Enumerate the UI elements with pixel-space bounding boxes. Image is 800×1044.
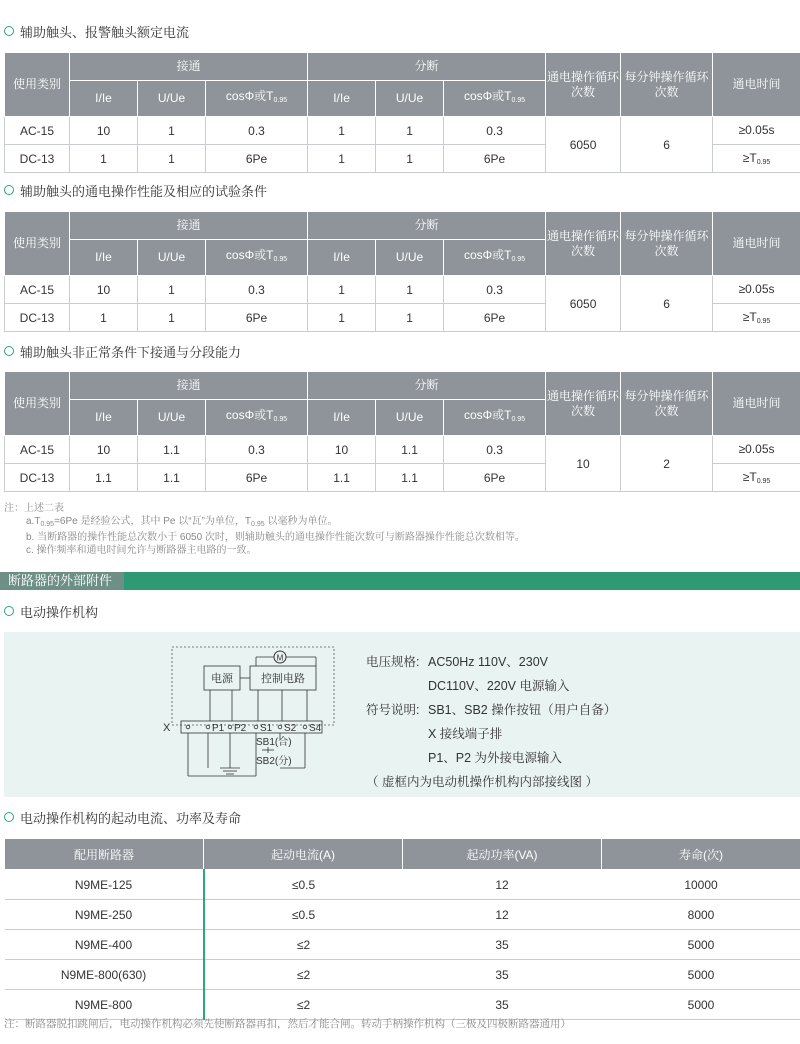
cell-category: AC-15 — [5, 436, 70, 464]
cell-breaker: N9ME-125 — [5, 870, 204, 900]
legend-row: X 接线端子排 — [428, 727, 503, 741]
cell-cycles: 6050 — [546, 117, 621, 173]
header-start-current: 起动电流(A) — [204, 839, 403, 870]
table-row — [5, 990, 800, 1020]
cell-life: 10000 — [602, 870, 800, 900]
note-title: 注：上述二表 — [4, 503, 64, 514]
cell-breaker: N9ME-250 — [5, 900, 204, 930]
cell-make-ue: 1 — [138, 276, 206, 304]
header-life: 寿命(次) — [602, 839, 800, 870]
cell-make-ue: 1 — [138, 117, 206, 145]
power-label: 电源 — [211, 673, 233, 685]
cell-make-ie: 1 — [70, 304, 138, 332]
cell-start-power: 35 — [403, 960, 602, 990]
cell-break-ie: 1 — [308, 117, 376, 145]
section-title-text: 辅助触头的通电操作性能及相应的试验条件 — [20, 183, 268, 199]
cell-make-ue: 1.1 — [138, 436, 206, 464]
table-row — [5, 870, 800, 900]
terminal-x-label: X — [163, 722, 171, 734]
header-cycles: 通电操作循环次数 — [546, 53, 621, 117]
motor-label: M — [276, 653, 284, 663]
terminal-strip — [181, 721, 322, 733]
table-notes — [4, 502, 525, 557]
cell-make-ie: 10 — [70, 117, 138, 145]
header-category: 使用类别 — [5, 53, 70, 117]
header-ue: U/Ue — [138, 81, 206, 117]
cell-break-cos: 0.3 — [444, 117, 546, 145]
cell-break-ue: 1 — [376, 276, 444, 304]
cell-make-ue: 1.1 — [138, 464, 206, 492]
table-row — [5, 117, 800, 145]
note-a: $a.T_{0.95}=6Pe$ 是经验公式，其中 Pe 以“瓦”为单位，$T_{0.95}$ 以毫秒为单位。 — [26, 516, 338, 528]
cell-on-time: $\ge T_{0.95}$ — [713, 464, 800, 492]
cell-make-cos: 0.3 — [206, 436, 308, 464]
cell-on-time: ≥0.05s — [713, 436, 800, 464]
legend-symbol-row: 符号说明: SB1、SB2 操作按钮（用户自备） — [366, 703, 617, 717]
cell-break-ue: 1 — [376, 304, 444, 332]
header-ie: I/Ie — [70, 240, 138, 276]
cell-per-minute: 6 — [621, 117, 713, 173]
table-row — [5, 930, 800, 960]
section-title-motor-table — [4, 807, 241, 827]
external-accessories-title: 断路器的外部附件 — [0, 572, 124, 590]
circle-bullet-icon — [4, 185, 14, 195]
cell-make-cos: 0.3 — [206, 276, 308, 304]
cell-on-time: ≥0.05s — [713, 276, 800, 304]
cell-break-ie: 10 — [308, 436, 376, 464]
header-ie: I/Ie — [308, 81, 376, 117]
cell-breaker: N9ME-400 — [5, 930, 204, 960]
legend-row: DC110V、220V 电源输入 — [428, 679, 570, 693]
header-cos: cosΦ或$T_{0.95}$ — [206, 400, 308, 436]
table-row — [5, 276, 800, 304]
legend-row: P1、P2 为外接电源输入 — [428, 751, 563, 765]
cell-cycles: 10 — [546, 436, 621, 492]
section-title-motor — [4, 601, 98, 621]
rated-current-table — [4, 52, 800, 173]
legend-row: （ 虚框内为电动机操作机构内部接线图 ） — [366, 775, 598, 789]
section-title-text: 辅助触头、报警触头额定电流 — [20, 24, 190, 40]
cell-life: 8000 — [602, 900, 800, 930]
cell-breaker: N9ME-800 — [5, 990, 204, 1020]
terminal-s4: S4 — [309, 723, 322, 734]
cell-life: 5000 — [602, 930, 800, 960]
header-cycles: 通电操作循环次数 — [546, 372, 621, 436]
mechanism-dashed-frame — [172, 647, 334, 725]
header-ie: I/Ie — [70, 81, 138, 117]
sb2-label: SB2(分) — [256, 756, 292, 767]
cell-break-ie: 1 — [308, 145, 376, 173]
section-title-text: 电动操作机构的起动电流、功率及寿命 — [20, 810, 242, 826]
table-row — [5, 960, 800, 990]
cell-make-cos: 0.3 — [206, 117, 308, 145]
note-c: c. 操作频率和通电时间允许与断路器主电路的一致。 — [26, 545, 257, 556]
header-make: 接通 — [70, 212, 308, 240]
header-per-minute: 每分钟操作循环次数 — [621, 212, 713, 276]
cell-make-ie: 1 — [70, 145, 138, 173]
external-accessories-bar — [0, 572, 800, 590]
header-cos: cosΦ或$T_{0.95}$ — [206, 240, 308, 276]
cell-start-current: ≤2 — [204, 960, 403, 990]
cell-make-ue: 1 — [138, 304, 206, 332]
header-ue: U/Ue — [376, 240, 444, 276]
header-make: 接通 — [70, 372, 308, 400]
header-per-minute: 每分钟操作循环次数 — [621, 53, 713, 117]
cell-make-ie: 1.1 — [70, 464, 138, 492]
cell-category: DC-13 — [5, 145, 70, 173]
wiring-diagram — [150, 640, 350, 790]
sb1-label: SB1(合) — [256, 737, 292, 748]
header-break: 分断 — [308, 212, 546, 240]
cell-start-power: 12 — [403, 900, 602, 930]
terminal-p2: P2 — [234, 723, 247, 734]
header-ie: I/Ie — [308, 400, 376, 436]
cell-make-ie: 10 — [70, 436, 138, 464]
section-title-3 — [4, 341, 241, 361]
cell-make-cos: 6Pe — [206, 145, 308, 173]
cell-break-cos: 6Pe — [444, 304, 546, 332]
cell-category: DC-13 — [5, 304, 70, 332]
cell-life: 5000 — [602, 990, 800, 1020]
cell-on-time: ≥0.05s — [713, 117, 800, 145]
note-b: b. 当断路器的操作性能总次数小于 6050 次时，则辅助触头的通电操作性能次数可与断路器操作性能总次数相等。 — [26, 532, 525, 543]
cell-make-ue: 1 — [138, 145, 206, 173]
header-ue: U/Ue — [138, 240, 206, 276]
terminal-p1: P1 — [212, 723, 225, 734]
abnormal-condition-table — [4, 371, 800, 492]
circle-bullet-icon — [4, 812, 14, 822]
cell-per-minute: 2 — [621, 436, 713, 492]
header-cycles: 通电操作循环次数 — [546, 212, 621, 276]
legend-voltage-row: 电压规格: AC50Hz 110V、230V — [366, 655, 548, 669]
cell-break-ie: 1 — [308, 304, 376, 332]
cell-break-cos: 0.3 — [444, 276, 546, 304]
circle-bullet-icon — [4, 346, 14, 356]
cell-make-cos: 6Pe — [206, 304, 308, 332]
table-row — [5, 900, 800, 930]
section-title-1 — [4, 21, 189, 41]
terminal-s1: S1 — [260, 723, 273, 734]
cell-category: AC-15 — [5, 276, 70, 304]
header-on-time: 通电时间 — [713, 212, 800, 276]
header-cos: cosΦ或$T_{0.95}$ — [444, 240, 546, 276]
cell-per-minute: 6 — [621, 276, 713, 332]
cell-make-cos: 6Pe — [206, 464, 308, 492]
circle-bullet-icon — [4, 606, 14, 616]
cell-break-ue: 1.1 — [376, 436, 444, 464]
header-cos: cosΦ或$T_{0.95}$ — [444, 400, 546, 436]
cell-break-ie: 1.1 — [308, 464, 376, 492]
cell-category: DC-13 — [5, 464, 70, 492]
cell-break-ue: 1 — [376, 117, 444, 145]
header-make: 接通 — [70, 53, 308, 81]
cell-on-time: $\ge T_{0.95}$ — [713, 304, 800, 332]
cell-start-current: ≤2 — [204, 930, 403, 960]
cell-life: 5000 — [602, 960, 800, 990]
header-break: 分断 — [308, 372, 546, 400]
section-title-text: 电动操作机构 — [20, 604, 99, 620]
cell-start-current: ≤0.5 — [204, 900, 403, 930]
cell-start-current: ≤0.5 — [204, 870, 403, 900]
cell-start-power: 35 — [403, 990, 602, 1020]
header-on-time: 通电时间 — [713, 372, 800, 436]
header-per-minute: 每分钟操作循环次数 — [621, 372, 713, 436]
cell-start-power: 12 — [403, 870, 602, 900]
cell-break-ue: 1 — [376, 145, 444, 173]
cell-make-ie: 10 — [70, 276, 138, 304]
header-category: 使用类别 — [5, 212, 70, 276]
circle-bullet-icon — [4, 26, 14, 36]
header-ie: I/Ie — [70, 400, 138, 436]
header-ue: U/Ue — [138, 400, 206, 436]
operation-performance-table — [4, 211, 800, 332]
terminal-s2: S2 — [284, 723, 297, 734]
header-ue: U/Ue — [376, 400, 444, 436]
cell-break-ue: 1.1 — [376, 464, 444, 492]
section-title-text: 辅助触头非正常条件下接通与分段能力 — [20, 344, 242, 360]
section-title-2 — [4, 180, 267, 200]
header-start-power: 起动功率(VA) — [403, 839, 602, 870]
header-cos: cosΦ或$T_{0.95}$ — [206, 81, 308, 117]
header-ie: I/Ie — [308, 240, 376, 276]
header-cos: cosΦ或$T_{0.95}$ — [444, 81, 546, 117]
cell-start-power: 35 — [403, 930, 602, 960]
cell-breaker: N9ME-800(630) — [5, 960, 204, 990]
cell-break-cos: 6Pe — [444, 464, 546, 492]
cell-on-time: $\ge T_{0.95}$ — [713, 145, 800, 173]
header-category: 使用类别 — [5, 372, 70, 436]
wiring-legend — [366, 650, 616, 794]
header-on-time: 通电时间 — [713, 53, 800, 117]
header-ue: U/Ue — [376, 81, 444, 117]
cell-start-current: ≤2 — [204, 990, 403, 1020]
table-row — [5, 436, 800, 464]
header-break: 分断 — [308, 53, 546, 81]
motor-spec-table — [4, 838, 800, 1020]
control-label: 控制电路 — [261, 673, 305, 685]
cell-cycles: 6050 — [546, 276, 621, 332]
cell-break-cos: 0.3 — [444, 436, 546, 464]
cell-break-ie: 1 — [308, 276, 376, 304]
header-breaker: 配用断路器 — [5, 839, 204, 870]
cell-break-cos: 6Pe — [444, 145, 546, 173]
footnote: 注：断路器脱扣跳闸后，电动操作机构必须先使断路器再扣，然后才能合闸。转动手柄操作机构（三极及四极断路器通用） — [4, 1018, 571, 1030]
cell-category: AC-15 — [5, 117, 70, 145]
